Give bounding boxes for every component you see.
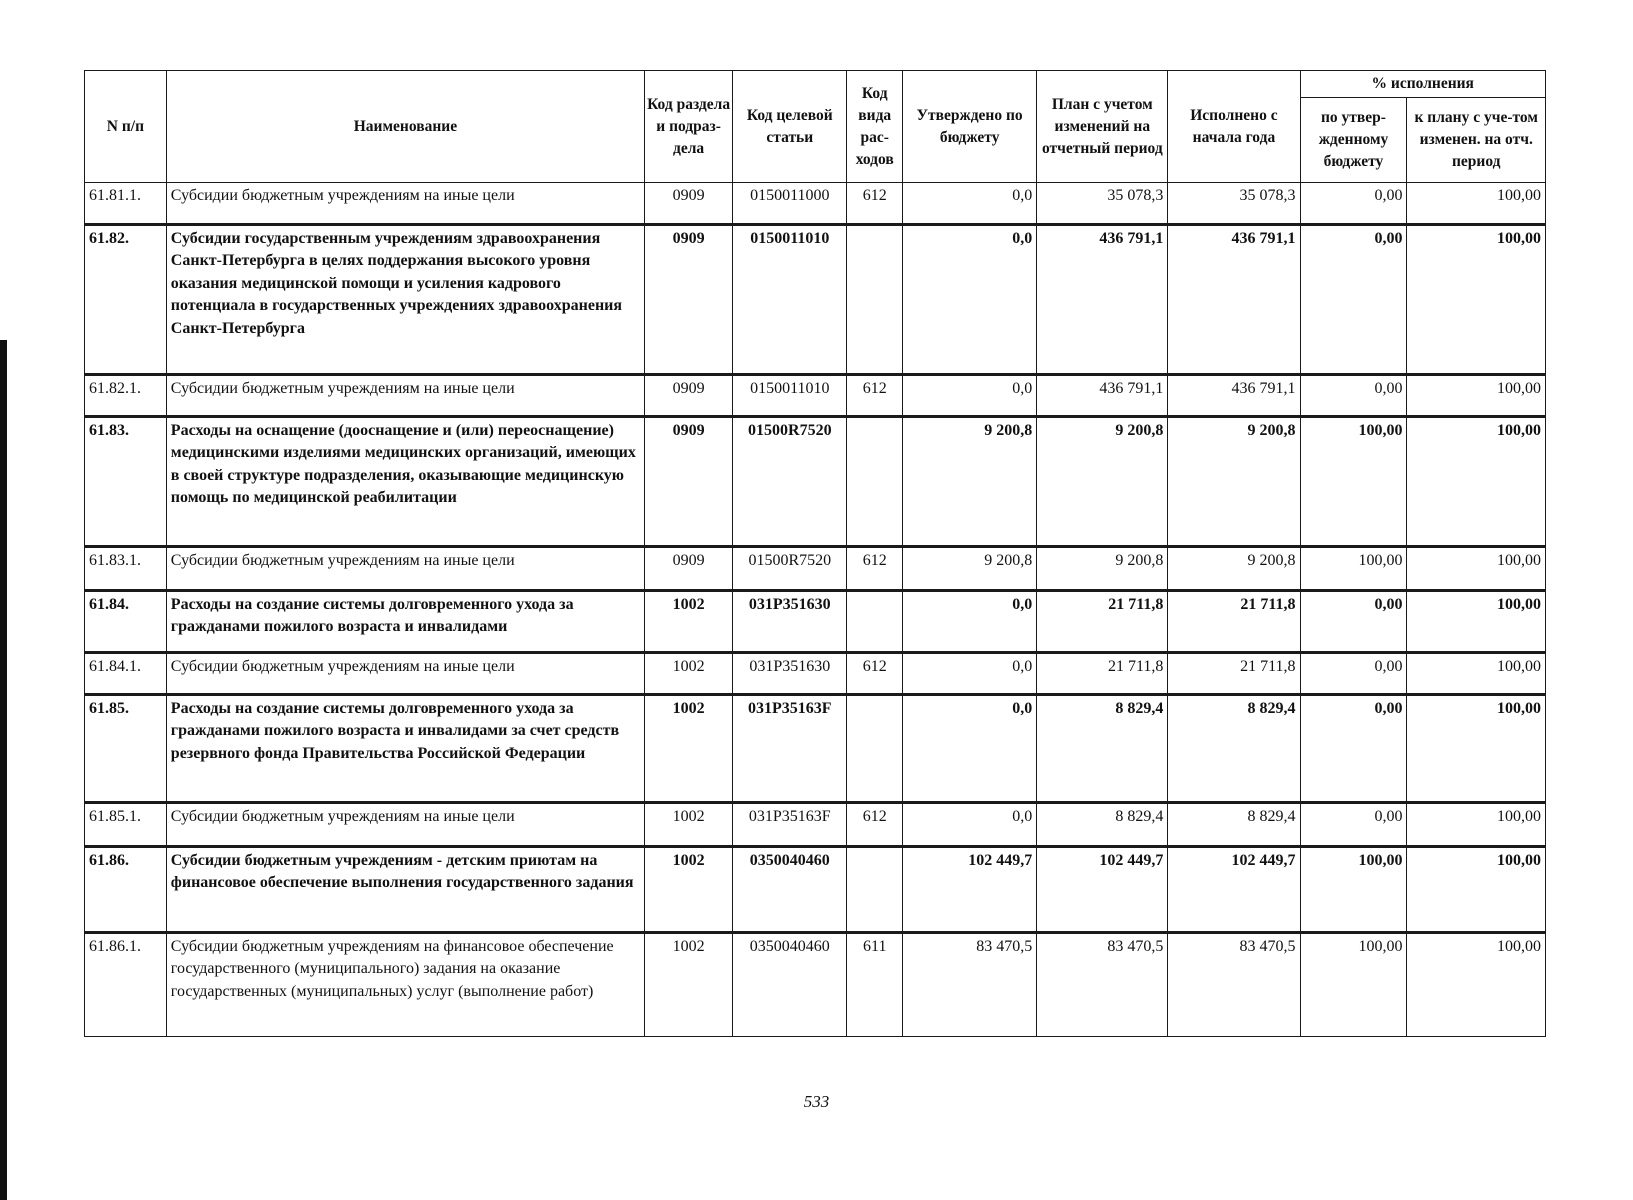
row-number: 61.85.1. — [85, 803, 167, 847]
row-section-code: 0909 — [645, 375, 733, 417]
row-plan-value: 21 711,8 — [1037, 591, 1168, 653]
row-approved-value: 0,0 — [903, 225, 1037, 375]
row-name: Субсидии бюджетным учреждениям на иные цели — [166, 803, 644, 847]
row-target-code: 031P351630 — [733, 591, 847, 653]
row-name: Субсидии бюджетным учреждениям на иные цели — [166, 653, 644, 695]
table-row — [85, 375, 1546, 417]
row-name: Субсидии бюджетным учреждениям на иные цели — [166, 547, 644, 591]
row-target-code: 01500R7520 — [733, 417, 847, 547]
row-target-code: 031P35163F — [733, 803, 847, 847]
row-expense-code — [847, 695, 903, 803]
row-approved-value: 0,0 — [903, 803, 1037, 847]
row-approved-value: 0,0 — [903, 183, 1037, 225]
row-target-code: 01500R7520 — [733, 547, 847, 591]
row-expense-code: 611 — [847, 933, 903, 1037]
row-section-code: 0909 — [645, 183, 733, 225]
row-section-code: 0909 — [645, 225, 733, 375]
row-section-code: 1002 — [645, 933, 733, 1037]
row-section-code: 1002 — [645, 653, 733, 695]
row-number: 61.82.1. — [85, 375, 167, 417]
col-header-num: N п/п — [85, 71, 167, 183]
scan-edge — [0, 340, 7, 1200]
col-header-expense-code: Код вида рас-ходов — [847, 71, 903, 183]
page-number: 533 — [803, 1092, 830, 1111]
row-pct-plan: 100,00 — [1407, 547, 1546, 591]
row-pct-approved: 0,00 — [1300, 803, 1407, 847]
row-pct-plan: 100,00 — [1407, 803, 1546, 847]
row-pct-approved: 0,00 — [1300, 375, 1407, 417]
row-expense-code: 612 — [847, 653, 903, 695]
row-plan-value: 436 791,1 — [1037, 375, 1168, 417]
row-approved-value: 9 200,8 — [903, 417, 1037, 547]
row-number: 61.81.1. — [85, 183, 167, 225]
row-approved-value: 102 449,7 — [903, 847, 1037, 933]
row-expense-code — [847, 417, 903, 547]
row-executed-value: 21 711,8 — [1168, 653, 1300, 695]
row-pct-plan: 100,00 — [1407, 933, 1546, 1037]
row-section-code: 1002 — [645, 695, 733, 803]
row-plan-value: 21 711,8 — [1037, 653, 1168, 695]
row-expense-code — [847, 847, 903, 933]
row-executed-value: 21 711,8 — [1168, 591, 1300, 653]
row-executed-value: 8 829,4 — [1168, 695, 1300, 803]
row-approved-value: 0,0 — [903, 695, 1037, 803]
col-header-pct-approved: по утвер-жденному бюджету — [1300, 98, 1407, 183]
row-pct-approved: 100,00 — [1300, 417, 1407, 547]
row-plan-value: 35 078,3 — [1037, 183, 1168, 225]
row-pct-plan: 100,00 — [1407, 375, 1546, 417]
row-name: Субсидии бюджетным учреждениям на иные цели — [166, 183, 644, 225]
row-section-code: 0909 — [645, 417, 733, 547]
row-plan-value: 8 829,4 — [1037, 695, 1168, 803]
table-row — [85, 417, 1546, 547]
row-name: Расходы на создание системы долговременного ухода за гражданами пожилого возраста и инвалидами — [166, 591, 644, 653]
row-pct-approved: 0,00 — [1300, 183, 1407, 225]
row-section-code: 1002 — [645, 803, 733, 847]
table-row — [85, 183, 1546, 225]
row-number: 61.84.1. — [85, 653, 167, 695]
row-pct-approved: 100,00 — [1300, 547, 1407, 591]
row-approved-value: 0,0 — [903, 375, 1037, 417]
row-approved-value: 0,0 — [903, 653, 1037, 695]
row-name: Субсидии государственным учреждениям здравоохранения Санкт-Петербурга в целях поддержания высокого уровня оказания медицинской помощи и усиления кадрового потенциала в государственных учреждениях здравоохранения Санкт-Петербурга — [166, 225, 644, 375]
row-section-code: 1002 — [645, 591, 733, 653]
table-header — [85, 71, 1546, 183]
budget-table-container — [84, 70, 1546, 1037]
row-number: 61.85. — [85, 695, 167, 803]
row-pct-approved: 0,00 — [1300, 653, 1407, 695]
col-header-percent-group: % исполнения — [1300, 71, 1546, 98]
col-header-pct-plan: к плану с уче-том изменен. на отч. период — [1407, 98, 1546, 183]
row-number: 61.86.1. — [85, 933, 167, 1037]
table-row — [85, 803, 1546, 847]
table-row — [85, 847, 1546, 933]
row-plan-value: 102 449,7 — [1037, 847, 1168, 933]
row-pct-approved: 100,00 — [1300, 933, 1407, 1037]
row-pct-approved: 0,00 — [1300, 225, 1407, 375]
row-pct-plan: 100,00 — [1407, 695, 1546, 803]
col-header-approved: Утверждено по бюджету — [903, 71, 1037, 183]
table-body — [85, 183, 1546, 1037]
row-name: Субсидии бюджетным учреждениям на иные цели — [166, 375, 644, 417]
row-target-code: 0150011010 — [733, 375, 847, 417]
table-row — [85, 225, 1546, 375]
row-expense-code: 612 — [847, 183, 903, 225]
row-number: 61.84. — [85, 591, 167, 653]
table-row — [85, 695, 1546, 803]
row-number: 61.83. — [85, 417, 167, 547]
row-pct-plan: 100,00 — [1407, 653, 1546, 695]
row-expense-code: 612 — [847, 375, 903, 417]
row-name: Субсидии бюджетным учреждениям - детским приютам на финансовое обеспечение выполнения государственного задания — [166, 847, 644, 933]
row-target-code: 0350040460 — [733, 847, 847, 933]
row-target-code: 031P35163F — [733, 695, 847, 803]
row-approved-value: 83 470,5 — [903, 933, 1037, 1037]
row-executed-value: 9 200,8 — [1168, 547, 1300, 591]
row-number: 61.86. — [85, 847, 167, 933]
row-plan-value: 9 200,8 — [1037, 547, 1168, 591]
row-name: Субсидии бюджетным учреждениям на финансовое обеспечение государственного (муниципального) задания на оказание государственных (муниципальных) услуг (выполнение работ) — [166, 933, 644, 1037]
row-section-code: 0909 — [645, 547, 733, 591]
row-pct-plan: 100,00 — [1407, 225, 1546, 375]
row-number: 61.83.1. — [85, 547, 167, 591]
row-executed-value: 35 078,3 — [1168, 183, 1300, 225]
row-approved-value: 0,0 — [903, 591, 1037, 653]
row-target-code: 0350040460 — [733, 933, 847, 1037]
row-target-code: 0150011000 — [733, 183, 847, 225]
row-executed-value: 436 791,1 — [1168, 225, 1300, 375]
table-row — [85, 591, 1546, 653]
row-executed-value: 9 200,8 — [1168, 417, 1300, 547]
row-pct-plan: 100,00 — [1407, 591, 1546, 653]
row-number: 61.82. — [85, 225, 167, 375]
row-plan-value: 83 470,5 — [1037, 933, 1168, 1037]
row-pct-plan: 100,00 — [1407, 417, 1546, 547]
row-plan-value: 436 791,1 — [1037, 225, 1168, 375]
table-row — [85, 653, 1546, 695]
row-expense-code — [847, 225, 903, 375]
row-target-code: 0150011010 — [733, 225, 847, 375]
row-executed-value: 436 791,1 — [1168, 375, 1300, 417]
row-expense-code: 612 — [847, 547, 903, 591]
row-executed-value: 83 470,5 — [1168, 933, 1300, 1037]
row-target-code: 031P351630 — [733, 653, 847, 695]
col-header-target-code: Код целевой статьи — [733, 71, 847, 183]
row-approved-value: 9 200,8 — [903, 547, 1037, 591]
budget-execution-table — [84, 70, 1546, 1037]
row-plan-value: 9 200,8 — [1037, 417, 1168, 547]
table-row — [85, 547, 1546, 591]
table-row — [85, 933, 1546, 1037]
row-section-code: 1002 — [645, 847, 733, 933]
row-name: Расходы на оснащение (дооснащение и (или) переоснащение) медицинскими изделиями медицинских организаций, имеющих в своей структуре подразделения, оказывающие медицинскую помощь по медицинской реабилитации — [166, 417, 644, 547]
col-header-executed: Исполнено с начала года — [1168, 71, 1300, 183]
row-expense-code — [847, 591, 903, 653]
col-header-name: Наименование — [166, 71, 644, 183]
row-pct-approved: 0,00 — [1300, 695, 1407, 803]
row-pct-plan: 100,00 — [1407, 183, 1546, 225]
row-pct-approved: 100,00 — [1300, 847, 1407, 933]
row-executed-value: 8 829,4 — [1168, 803, 1300, 847]
row-pct-approved: 0,00 — [1300, 591, 1407, 653]
row-expense-code: 612 — [847, 803, 903, 847]
row-executed-value: 102 449,7 — [1168, 847, 1300, 933]
row-plan-value: 8 829,4 — [1037, 803, 1168, 847]
col-header-plan: План с учетом изменений на отчетный период — [1037, 71, 1168, 183]
col-header-section-code: Код раздела и подраз-дела — [645, 71, 733, 183]
row-name: Расходы на создание системы долговременного ухода за гражданами пожилого возраста и инвалидами за счет средств резервного фонда Правительства Российской Федерации — [166, 695, 644, 803]
row-pct-plan: 100,00 — [1407, 847, 1546, 933]
